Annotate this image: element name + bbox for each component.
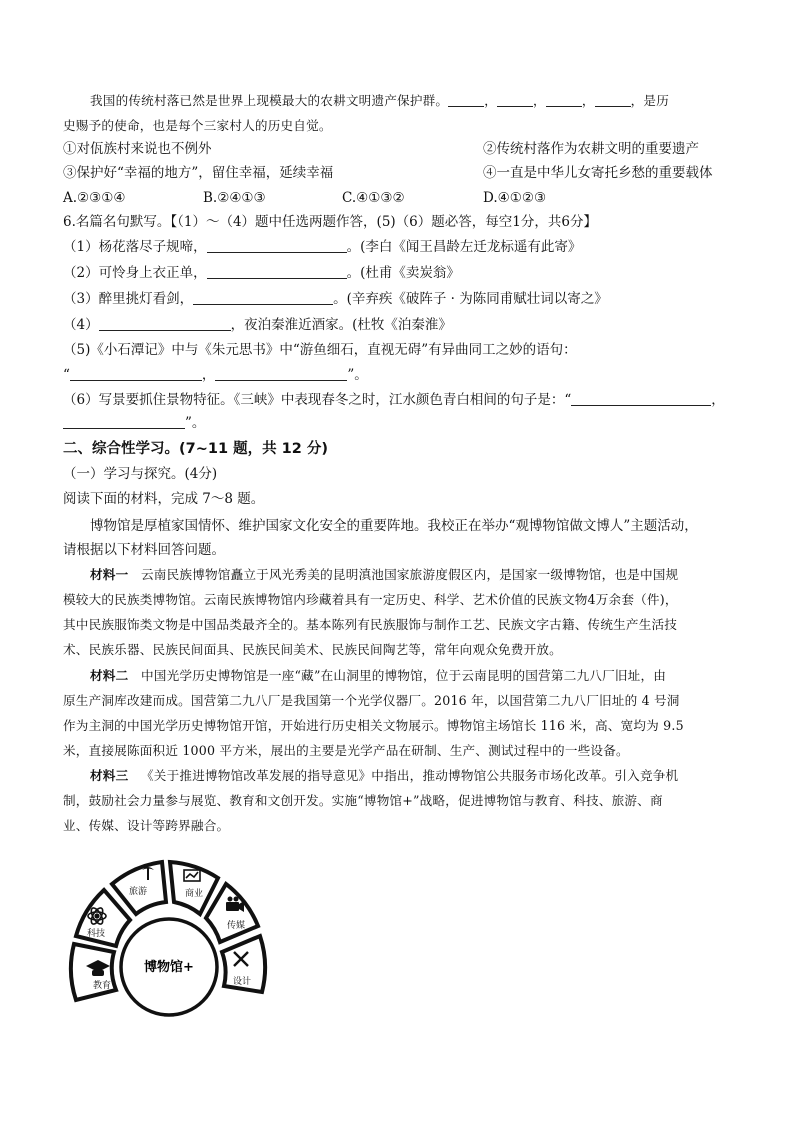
quote-close: ”。 <box>185 415 206 431</box>
subsection-heading: （一）学习与探究。(4分) <box>63 466 218 482</box>
separator: ， <box>484 93 498 108</box>
q6-item-4-prompt: （4） <box>63 317 99 333</box>
material-1-tag: 材料一 <box>90 567 129 582</box>
quote-close: ”。 <box>347 367 368 383</box>
q5-choice-c[interactable]: C.④①③② <box>342 190 405 206</box>
intro-line-2: 请根据以下材料回答问题。 <box>63 542 225 558</box>
material-2-line-2: 原生产洞库改建而成。国营第二九八厂是我国第一个光学仪器厂。2016 年，以国营第二九八厂旧址的 4 号洞 <box>63 693 680 708</box>
material-3-tag: 材料三 <box>90 768 129 783</box>
answer-blank[interactable] <box>448 92 484 107</box>
q5-choice-b[interactable]: B.②④①③ <box>203 190 266 206</box>
material-2-tag: 材料二 <box>90 668 129 683</box>
segment-label-tech: 科技 <box>86 929 106 939</box>
separator: ， <box>201 367 216 383</box>
q6-item-2-prompt: （2）可怜身上衣正单， <box>63 265 207 281</box>
q5-choice-d[interactable]: D.④①②③ <box>483 190 547 206</box>
quote-open: “ <box>63 367 70 383</box>
segment-label-business: 商业 <box>184 889 204 899</box>
material-2-line-1 <box>90 667 666 685</box>
q6-item-5: （5)《小石潭记》中与《朱元思书》中“游鱼细石，直视无碍”有异曲同工之妙的语句： <box>63 342 577 358</box>
q6-item-2 <box>63 264 460 282</box>
material-1-text: 云南民族博物馆矗立于风光秀美的昆明滇池国家旅游度假区内，是国家一级博物馆，也是中国规 <box>141 567 679 582</box>
q6-item-6-prompt: （6）写景要抓住景物特征。《三峡》中表现春冬之时，江水颜色青白相间的句子是：“ <box>63 392 572 408</box>
q6-item-3 <box>63 290 608 308</box>
answer-blank[interactable] <box>546 92 582 107</box>
museum-plus-diagram <box>66 852 276 1027</box>
q6-item-1-prompt: （1）杨花落尽子规啼， <box>63 239 207 255</box>
segment-label-travel: 旅游 <box>128 887 148 897</box>
material-2-text: 中国光学历史博物馆是一座“藏”在山洞里的博物馆，位于云南昆明的国营第二九八厂旧址，由 <box>141 668 667 683</box>
q6-item-1 <box>63 238 581 256</box>
material-3-text: 《关于推进博物馆改革发展的指导意见》中指出，推动博物馆公共服务市场化改革。引入竞争机 <box>141 768 679 783</box>
answer-blank[interactable] <box>497 92 533 107</box>
answer-blank[interactable] <box>215 366 347 381</box>
q6-item-6 <box>63 391 725 409</box>
segment-label-media: 传媒 <box>226 921 246 931</box>
material-2-line-3: 作为主洞的中国光学历史博物馆开馆，开始进行历史相关文物展示。博物馆主场馆长 116 米，高、宽均为 9.5 <box>63 718 684 733</box>
answer-blank[interactable] <box>193 290 333 305</box>
answer-blank[interactable] <box>571 391 711 406</box>
separator: ， <box>533 93 546 108</box>
material-3-line-2: 制，鼓励社会力量参与展览、教育和文创开发。实施“博物馆+”战略，促进博物馆与教育、科技、旅游、商 <box>63 793 663 808</box>
q5-option-1: ①对佤族村来说也不例外 <box>63 141 212 157</box>
material-3-line-3: 业、传媒、设计等跨界融合。 <box>63 818 230 833</box>
segment-label-education: 教育 <box>92 981 112 991</box>
q5-option-2: ②传统村落作为农耕文明的重要遗产 <box>483 141 699 157</box>
q5-stem-line-1 <box>90 92 669 110</box>
answer-blank[interactable] <box>63 414 185 429</box>
q5-option-3: ③保护好“幸福的地方”，留住幸福，延续幸福 <box>63 165 334 181</box>
segment-media <box>206 884 258 942</box>
separator: ， <box>711 392 725 408</box>
material-1-line-3: 其中民族服饰类文物是中国品类最齐全的。基本陈列有民族服饰与制作工艺、民族文字古籍、传统生产生活技 <box>63 617 678 632</box>
q5-option-4: ④一直是中华儿女寄托乡愁的重要载体 <box>483 165 713 181</box>
q6-item-6-answer <box>63 414 205 432</box>
q6-item-3-source: 。(辛弃疾《破阵子 · 为陈同甫赋壮词以寄之》 <box>333 291 608 307</box>
material-2-line-4: 米，直接展陈面积近 1000 平方米，展出的主要是光学产品在研制、生产、测试过程中的一些设备。 <box>63 743 629 758</box>
answer-blank[interactable] <box>70 366 202 381</box>
q5-choice-a[interactable]: A.②③①④ <box>63 190 126 206</box>
intro-line-1: 博物馆是厚植家国情怀、维护国家文化安全的重要阵地。我校正在举办“观博物馆做文博人”主题活动， <box>90 518 698 534</box>
q5-stem-end: ，是历 <box>630 93 670 108</box>
material-1-line-2: 模较大的民族类博物馆。云南民族博物馆内珍藏着具有一定历史、科学、艺术价值的民族文物4万余套（件)， <box>63 592 678 607</box>
q5-stem-line-2: 史赐予的使命，也是每个三家村人的历史自觉。 <box>63 118 332 133</box>
q5-stem-a: 我国的传统村落已然是世界上现模最大的农耕文明遗产保护群。 <box>90 93 449 108</box>
material-1-line-1 <box>90 566 678 584</box>
center-label: 博物馆+ <box>144 960 194 975</box>
q6-item-4 <box>63 316 452 334</box>
q6-item-3-prompt: （3）醉里挑灯看剑， <box>63 291 194 307</box>
segment-label-design: 设计 <box>232 977 252 987</box>
q6-item-1-source: 。(李白《闻王昌龄左迁龙标遥有此寄》 <box>346 239 582 255</box>
reading-instruction: 阅读下面的材料，完成 7～8 题。 <box>63 491 265 507</box>
section-heading: 二、综合性学习。(7~11 题，共 12 分) <box>63 441 328 457</box>
answer-blank[interactable] <box>595 92 631 107</box>
answer-blank[interactable] <box>207 238 347 253</box>
q6-item-2-source: 。(杜甫《卖炭翁》 <box>346 265 460 281</box>
answer-blank[interactable] <box>99 316 231 331</box>
q6-title: 6.名篇名句默写。【（1）～（4）题中任选两题作答，(5)（6）题必答，每空1分，共6分】 <box>63 214 597 230</box>
q6-item-4-source: ，夜泊秦淮近酒家。(杜牧《泊秦淮》 <box>230 317 452 333</box>
q6-item-5-answer <box>63 366 368 384</box>
material-1-line-4: 术、民族乐器、民族民间面具、民族民间美术、民族民间陶艺等，常年向观众免费开放。 <box>63 642 562 657</box>
material-3-line-1 <box>90 767 678 785</box>
answer-blank[interactable] <box>207 264 347 279</box>
separator: ， <box>581 93 595 108</box>
